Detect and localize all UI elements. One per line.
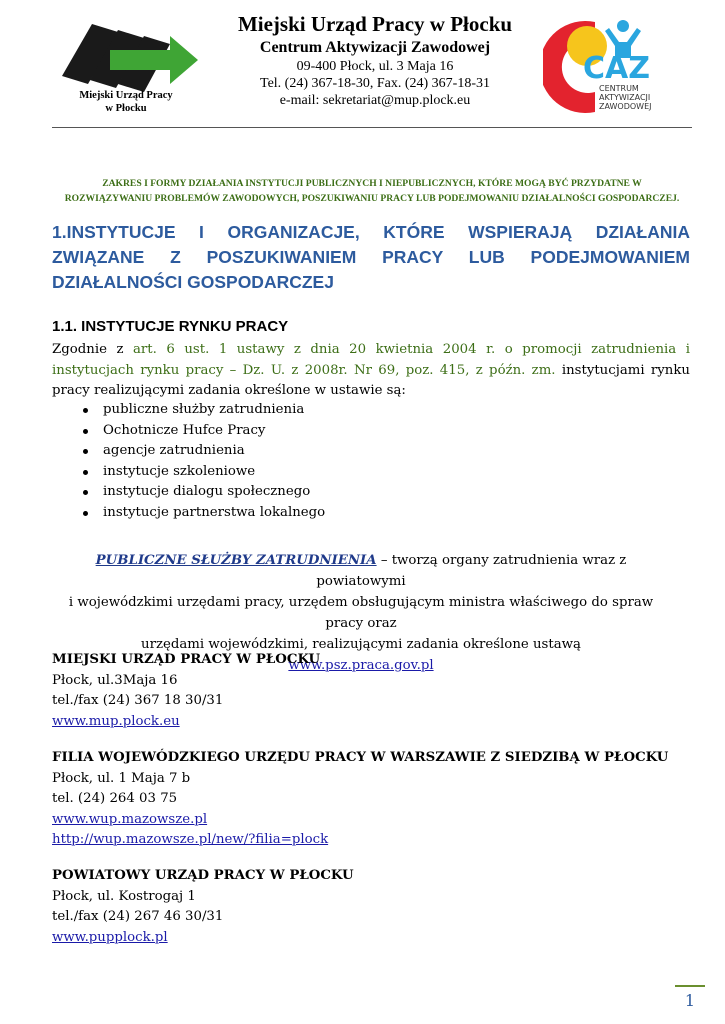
list-item-label: instytucje dialogu społecznego bbox=[103, 484, 311, 499]
paragraph-end: instytucjami rynku pracy realizującymi zadania określone w ustawie są: bbox=[52, 362, 690, 398]
institution-name: MIEJSKI URZĄD PRACY W PŁOCKU bbox=[52, 652, 321, 667]
page-number-box bbox=[675, 985, 705, 1017]
legal-reference: art. 6 ust. 1 ustawy z dnia 20 kwietnia 2004 r. o promocji zatrudnienia i instytucjach rynku pracy – Dz. U. z 2008r. Nr 69, poz. 415, z późn. zm. bbox=[52, 342, 690, 378]
bullet-icon bbox=[83, 470, 88, 475]
institution-phone: tel. (24) 264 03 75 bbox=[52, 791, 178, 806]
institution-link-secondary[interactable]: http://wup.mazowsze.pl/new/?filia=plock bbox=[52, 832, 329, 847]
list-item bbox=[80, 421, 325, 442]
caz-logo-letters: CAZ bbox=[583, 51, 650, 86]
page-number: 1 bbox=[684, 991, 696, 1010]
letterhead-title: Miejski Urząd Pracy w Płocku bbox=[237, 12, 513, 36]
list-item bbox=[80, 482, 325, 503]
caz-logo-line1: CENTRUM bbox=[599, 84, 639, 93]
caz-logo-line3: ZAWODOWEJ bbox=[599, 102, 652, 111]
list-item-label: instytucje partnerstwa lokalnego bbox=[103, 504, 326, 520]
institution-address: Płock, ul. Kostrogaj 1 bbox=[52, 888, 196, 904]
institution-wup bbox=[52, 748, 668, 851]
psz-line1-rest: – tworzą organy zatrudnienia wraz z powiatowymi bbox=[316, 553, 627, 589]
institution-address: Płock, ul. 1 Maja 7 b bbox=[52, 770, 191, 786]
institution-pup bbox=[52, 866, 354, 948]
bullet-icon bbox=[83, 490, 88, 495]
mup-logo-caption-line2: w Płocku bbox=[105, 103, 147, 114]
institution-mup bbox=[52, 650, 320, 732]
institution-link[interactable]: www.wup.mazowsze.pl bbox=[52, 811, 208, 827]
letterhead bbox=[220, 12, 530, 109]
letterhead-phone: Tel. (24) 367-18-30, Fax. (24) 367-18-31 bbox=[260, 76, 490, 91]
section-1-heading: 1.INSTYTUCJE I ORGANIZACJE, KTÓRE WSPIERAJĄ DZIAŁANIA ZWIĄZANE Z POSZUKIWANIEM PRACY LUB PODEJMOWANIEM DZIAŁALNOŚCI GOSPODARCZEJ bbox=[52, 222, 690, 292]
letterhead-address: 09-400 Płock, ul. 3 Maja 16 bbox=[296, 59, 454, 74]
institution-link[interactable]: www.mup.plock.eu bbox=[52, 713, 180, 729]
institution-address: Płock, ul.3Maja 16 bbox=[52, 672, 178, 688]
caz-logo bbox=[543, 16, 663, 118]
psz-line3: urzędami wojewódzkimi, realizującymi zadania określone ustawą bbox=[141, 637, 581, 652]
institution-name: FILIA WOJEWÓDZKIEGO URZĘDU PRACY W WARSZAWIE Z SIEDZIBĄ W PŁOCKU bbox=[52, 750, 669, 765]
bullet-icon bbox=[83, 511, 88, 516]
psz-link[interactable]: www.psz.praca.gov.pl bbox=[288, 658, 434, 673]
paragraph-start: Zgodnie z bbox=[52, 342, 133, 357]
section-1-1-paragraph bbox=[52, 340, 690, 402]
list-item bbox=[80, 441, 325, 462]
intro-line1: ZAKRES I FORMY DZIAŁANIA INSTYTUCJI PUBLICZNYCH I NIEPUBLICZNYCH, KTÓRE MOGĄ BYĆ PRZYDATNE W bbox=[102, 178, 642, 189]
list-item-label: instytucje szkoleniowe bbox=[103, 463, 256, 479]
bullet-icon bbox=[83, 449, 88, 454]
psz-line1 bbox=[52, 550, 670, 592]
institution-name: POWIATOWY URZĄD PRACY W PŁOCKU bbox=[52, 868, 354, 883]
section-1-1-heading: 1.1. INSTYTUCJE RYNKU PRACY bbox=[52, 318, 289, 335]
caz-logo-line2: AKTYWIZACJI bbox=[599, 93, 651, 102]
bullet-icon bbox=[83, 408, 88, 413]
letterhead-email: e-mail: sekretariat@mup.plock.eu bbox=[279, 93, 471, 108]
list-item-label: publiczne służby zatrudnienia bbox=[103, 402, 305, 417]
list-item-label: agencje zatrudnienia bbox=[103, 443, 245, 458]
mup-logo-caption bbox=[55, 89, 197, 115]
header-divider bbox=[52, 127, 692, 128]
letterhead-subtitle: Centrum Aktywizacji Zawodowej bbox=[259, 39, 491, 56]
intro-line2: ROZWIĄZYWANIU PROBLEMÓW ZAWODOWYCH, POSZUKIWANIU PRACY LUB PODEJMOWANIU DZIAŁALNOŚCI GOSPODARCZEJ. bbox=[64, 193, 680, 204]
list-item bbox=[80, 400, 325, 421]
list-item bbox=[80, 462, 325, 483]
institution-link[interactable]: www.pupplock.pl bbox=[52, 929, 168, 945]
psz-line2: i wojewódzkimi urzędami pracy, urzędem obsługującym ministra właściwego do spraw pracy oraz bbox=[68, 595, 654, 631]
institution-phone: tel./fax (24) 267 46 30/31 bbox=[52, 909, 224, 924]
institution-phone: tel./fax (24) 367 18 30/31 bbox=[52, 693, 224, 708]
institution-types-list bbox=[80, 400, 325, 523]
bullet-icon bbox=[83, 429, 88, 434]
psz-lead: PUBLICZNE SŁUŻBY ZATRUDNIENIA bbox=[95, 553, 377, 568]
list-item-label: Ochotnicze Hufce Pracy bbox=[103, 422, 266, 438]
list-item bbox=[80, 503, 325, 524]
intro-text bbox=[52, 176, 692, 206]
mup-logo-caption-line1: Miejski Urząd Pracy bbox=[79, 90, 173, 101]
